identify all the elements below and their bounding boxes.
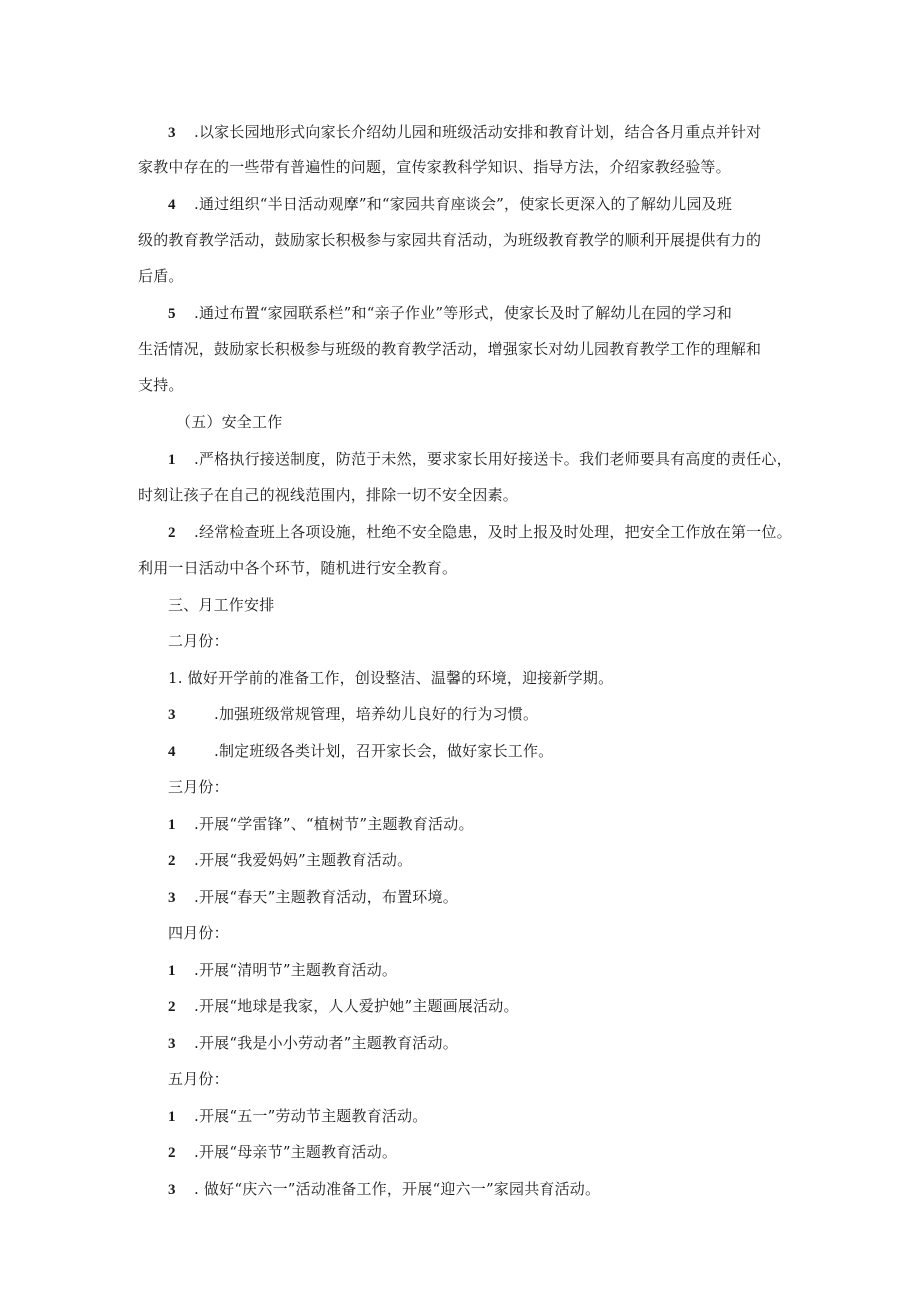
- paragraph-text: .通过组织“半日活动观摩”和“家园共育座谈会”，使家长更深入的了解幼儿园及班: [194, 195, 733, 213]
- list-item: [168, 1105, 428, 1127]
- list-number: 1: [168, 817, 176, 833]
- paragraph-line: [138, 229, 761, 251]
- list-number: 4: [168, 744, 176, 760]
- list-number: 2: [168, 999, 176, 1015]
- list-number: 3: [168, 125, 176, 141]
- paragraph-text: 家教中存在的一些带有普遍性的问题，宣传家教科学知识、指导方法，介绍家教经验等。: [138, 158, 731, 176]
- month-text: 二月份：: [168, 632, 229, 650]
- month-label: [168, 776, 229, 798]
- paragraph-line: [138, 374, 184, 396]
- item-text: .开展“学雷锋”、“植树节”主题教育活动。: [194, 815, 474, 833]
- list-number: 2: [168, 525, 176, 541]
- paragraph-first-line: [168, 121, 761, 143]
- item-text: .开展“地球是我家，人人爱护她”主题画展活动。: [194, 997, 519, 1015]
- list-item: [168, 740, 553, 762]
- paragraph-text: .以家长园地形式向家长介绍幼儿园和班级活动安排和教育计划，结合各月重点并针对: [194, 123, 762, 141]
- list-item: [168, 1032, 458, 1054]
- list-number: 1: [168, 452, 176, 468]
- paragraph-text: 级的教育教学活动，鼓励家长积极参与家园共育活动，为班级教育教学的顺利开展提供有力的: [138, 231, 762, 249]
- paragraph-text: .经常检查班上各项设施，杜绝不安全隐患，及时上报及时处理，把安全工作放在第一位。: [194, 523, 792, 541]
- list-item: [168, 813, 474, 835]
- item-text: 1. 做好开学前的准备工作，创设整洁、温馨的环境，迎接新学期。: [168, 669, 614, 687]
- list-item: [168, 849, 412, 871]
- list-item: [168, 886, 458, 908]
- month-label: [168, 1068, 229, 1090]
- list-number: 3: [168, 890, 176, 906]
- list-number: 3: [168, 1182, 176, 1198]
- paragraph-line: [138, 557, 457, 579]
- month-text: 三月份：: [168, 778, 229, 796]
- list-number: 3: [168, 1036, 176, 1052]
- paragraph-text: 利用一日活动中各个环节，随机进行安全教育。: [138, 559, 458, 577]
- paragraph-first-line: [168, 448, 792, 470]
- paragraph-line: [138, 338, 761, 360]
- paragraph-first-line: [168, 193, 732, 215]
- item-text: .加强班级常规管理，培养幼儿良好的行为习惯。: [214, 705, 539, 723]
- list-item: [168, 959, 397, 981]
- list-item: [168, 995, 519, 1017]
- list-item: [168, 703, 538, 725]
- paragraph-line: [138, 484, 518, 506]
- item-text: .开展“春天”主题教育活动，布置环境。: [194, 888, 458, 906]
- item-text: . 做好“庆六一”活动准备工作，开展“迎六一”家园共育活动。: [194, 1180, 601, 1198]
- paragraph-text: .通过布置“家园联系栏”和“亲子作业”等形式，使家长及时了解幼儿在园的学习和: [194, 304, 733, 322]
- item-text: .开展“我是小小劳动者”主题教育活动。: [194, 1034, 458, 1052]
- paragraph-line: [138, 156, 731, 178]
- paragraph-first-line: [168, 302, 732, 324]
- item-text: .开展“清明节”主题教育活动。: [194, 961, 398, 979]
- month-text: 五月份：: [168, 1070, 229, 1088]
- item-text: .开展“五一”劳动节主题教育活动。: [194, 1107, 428, 1125]
- list-number: 3: [168, 707, 176, 723]
- list-number: 5: [168, 306, 176, 322]
- paragraph-line: [138, 265, 184, 287]
- heading-text: 三、月工作安排: [168, 596, 275, 614]
- month-text: 四月份：: [168, 924, 229, 942]
- paragraph-text: 生活情况，鼓励家长积极参与班级的教育教学活动，增强家长对幼儿园教育教学工作的理解和: [138, 340, 762, 358]
- list-number: 4: [168, 197, 176, 213]
- paragraph-first-line: [168, 521, 792, 543]
- item-text: .开展“我爱妈妈”主题教育活动。: [194, 851, 413, 869]
- list-number: 1: [168, 963, 176, 979]
- paragraph-text: .严格执行接送制度，防范于未然，要求家长用好接送卡。我们老师要具有高度的责任心，: [194, 450, 792, 468]
- paragraph-text: 时刻让孩子在自己的视线范围内，排除一切不安全因素。: [138, 486, 519, 504]
- month-label: [168, 630, 229, 652]
- list-number: 2: [168, 1145, 176, 1161]
- list-item: [168, 667, 613, 689]
- section-heading-safety: [176, 411, 282, 433]
- heading-text: （五）安全工作: [176, 413, 283, 431]
- item-text: .制定班级各类计划，召开家长会，做好家长工作。: [214, 742, 554, 760]
- paragraph-text: 后盾。: [138, 267, 184, 285]
- list-number: 2: [168, 853, 176, 869]
- paragraph-text: 支持。: [138, 376, 184, 394]
- section-heading-monthly: [168, 594, 274, 616]
- list-item: [168, 1141, 397, 1163]
- item-text: .开展“母亲节”主题教育活动。: [194, 1143, 398, 1161]
- list-number: 1: [168, 1109, 176, 1125]
- month-label: [168, 922, 229, 944]
- list-item: [168, 1178, 600, 1200]
